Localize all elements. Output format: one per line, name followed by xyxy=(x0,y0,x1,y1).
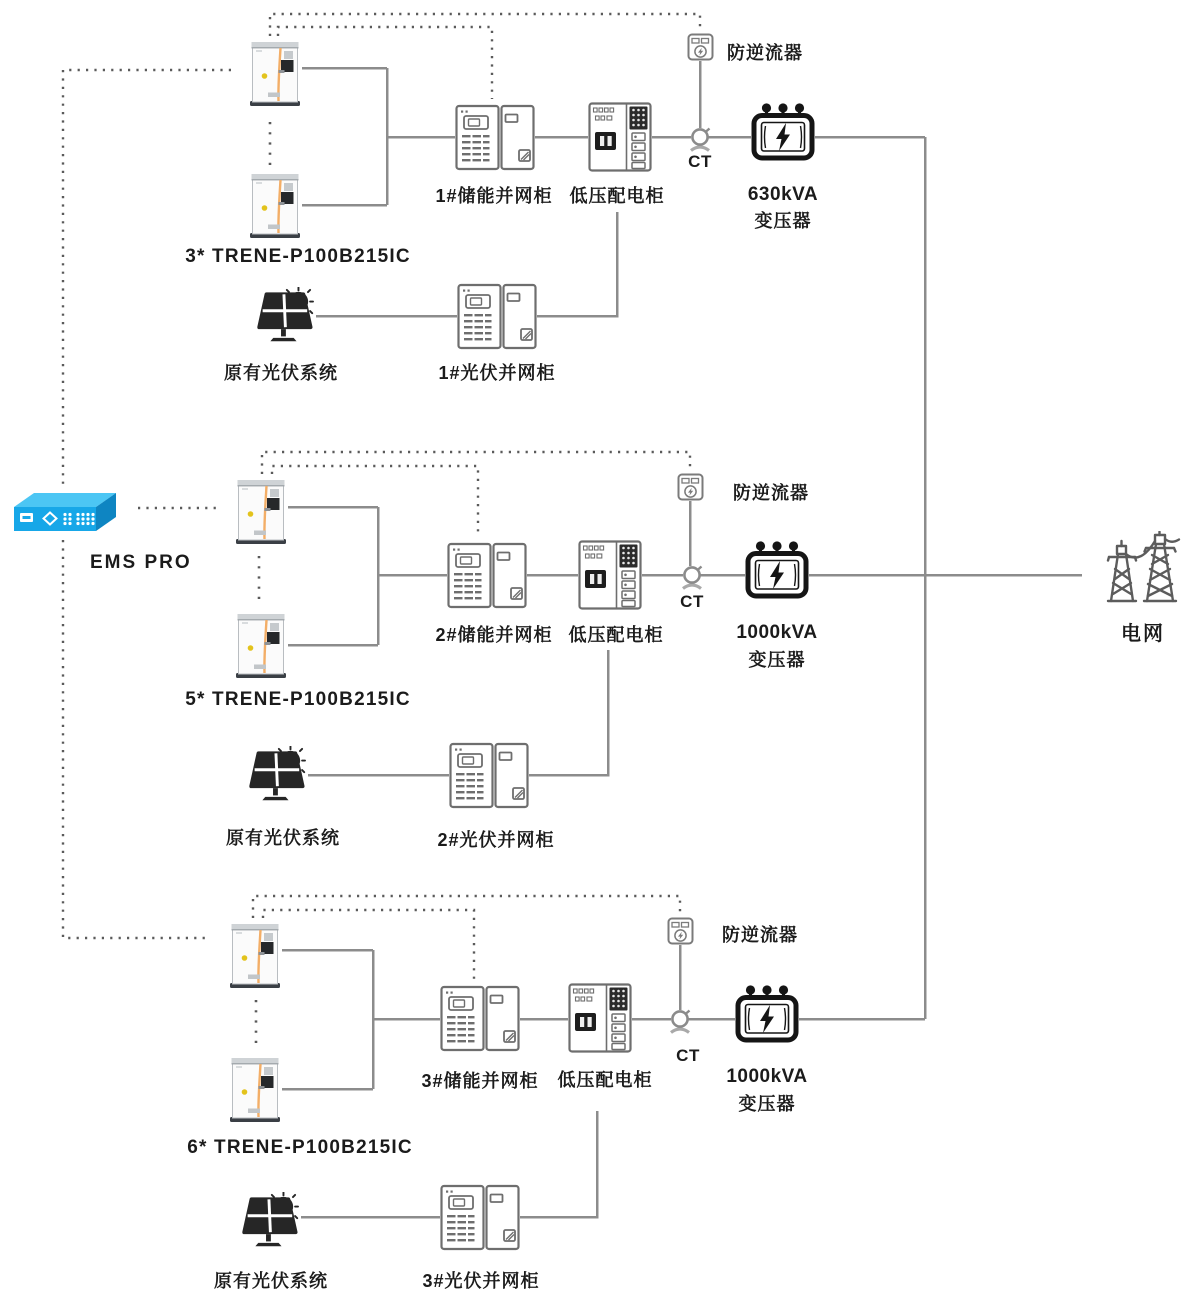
battery-cabinet-icon xyxy=(248,40,302,108)
pv-grid-cabinet-icon xyxy=(449,741,529,809)
storage-cabinet-label: 2#储能并网柜 xyxy=(435,625,553,645)
battery-cabinet-icon xyxy=(234,478,288,546)
battery-group-label: 6* TRENE-P100B215IC xyxy=(187,1137,413,1158)
pv-grid-cabinet-icon xyxy=(440,1183,520,1251)
battery-group-label: 3* TRENE-P100B215IC xyxy=(185,246,411,267)
battery-cabinet-icon xyxy=(228,1056,282,1124)
transformer-name-label: 变压器 xyxy=(754,211,812,231)
battery-group-label: 5* TRENE-P100B215IC xyxy=(185,689,411,710)
comm-r3-abf xyxy=(253,896,680,918)
ct-label: CT xyxy=(680,592,704,611)
lv-cabinet-label: 低压配电柜 xyxy=(557,1070,653,1090)
transformer-name-label: 变压器 xyxy=(738,1094,796,1114)
storage-grid-cabinet-icon xyxy=(440,984,520,1052)
ct-label: CT xyxy=(676,1046,700,1065)
storage-grid-cabinet-icon xyxy=(447,541,527,609)
current-transformer-icon xyxy=(686,125,714,155)
power-grid-towers-icon xyxy=(1100,531,1184,607)
solar-panel-sun-icon xyxy=(240,746,308,808)
pv-cabinet-label: 1#光伏并网柜 xyxy=(438,363,556,383)
solar-panel-sun-icon xyxy=(233,1192,301,1254)
comm-r1-abf xyxy=(270,14,700,36)
lv-distribution-cabinet-icon xyxy=(568,983,632,1053)
lv-distribution-cabinet-icon xyxy=(588,102,652,172)
ems-label: EMS PRO xyxy=(90,552,192,573)
battery-cabinet-icon xyxy=(228,922,282,990)
transformer-capacity-label: 1000kVA xyxy=(736,622,818,643)
anti-backflow-label: 防逆流器 xyxy=(727,43,803,63)
transformer-icon xyxy=(751,103,815,161)
comm-r1-cabinet xyxy=(278,27,492,99)
storage-cabinet-label: 3#储能并网柜 xyxy=(421,1071,539,1091)
pv-grid-cabinet-icon xyxy=(457,282,537,350)
transformer-capacity-label: 1000kVA xyxy=(726,1066,808,1087)
lv-cabinet-label: 低压配电柜 xyxy=(568,625,664,645)
comm-ems-row1 xyxy=(63,70,231,486)
comm-r2-cabinet xyxy=(272,466,478,537)
pv-system-label: 原有光伏系统 xyxy=(226,828,340,848)
transformer-capacity-label: 630kVA xyxy=(747,184,819,205)
pv-cabinet-label: 2#光伏并网柜 xyxy=(437,830,555,850)
anti-backflow-meter-icon xyxy=(667,917,694,945)
storage-cabinet-label: 1#储能并网柜 xyxy=(435,186,553,206)
pv-system-label: 原有光伏系统 xyxy=(224,363,338,383)
solar-panel-sun-icon xyxy=(248,287,316,349)
battery-cabinet-icon xyxy=(234,612,288,680)
wire-r2-battery-bus xyxy=(288,507,447,645)
comm-r2-abf xyxy=(262,452,690,474)
transformer-name-label: 变压器 xyxy=(748,650,806,670)
anti-backflow-label: 防逆流器 xyxy=(722,925,798,945)
transformer-icon xyxy=(745,541,809,599)
ems-gateway-3d-icon xyxy=(12,488,122,534)
wire-r1-battery-bus xyxy=(302,68,455,205)
pv-cabinet-label: 3#光伏并网柜 xyxy=(422,1271,540,1291)
wire-r3-battery-bus xyxy=(282,950,440,1089)
lv-distribution-cabinet-icon xyxy=(578,540,642,610)
solid-power-wires xyxy=(282,61,1082,1217)
battery-cabinet-icon xyxy=(248,172,302,240)
comm-r3-cabinet xyxy=(263,910,474,980)
anti-backflow-label: 防逆流器 xyxy=(733,483,809,503)
pv-system-label: 原有光伏系统 xyxy=(214,1271,328,1291)
storage-grid-cabinet-icon xyxy=(455,103,535,171)
anti-backflow-meter-icon xyxy=(677,473,704,501)
current-transformer-icon xyxy=(678,563,706,593)
current-transformer-icon xyxy=(666,1007,694,1037)
comm-ems-row3 xyxy=(63,540,205,938)
anti-backflow-meter-icon xyxy=(687,33,714,61)
lv-cabinet-label: 低压配电柜 xyxy=(569,186,665,206)
grid-label: 电网 xyxy=(1121,623,1165,645)
transformer-icon xyxy=(735,985,799,1043)
ct-label: CT xyxy=(688,152,712,171)
